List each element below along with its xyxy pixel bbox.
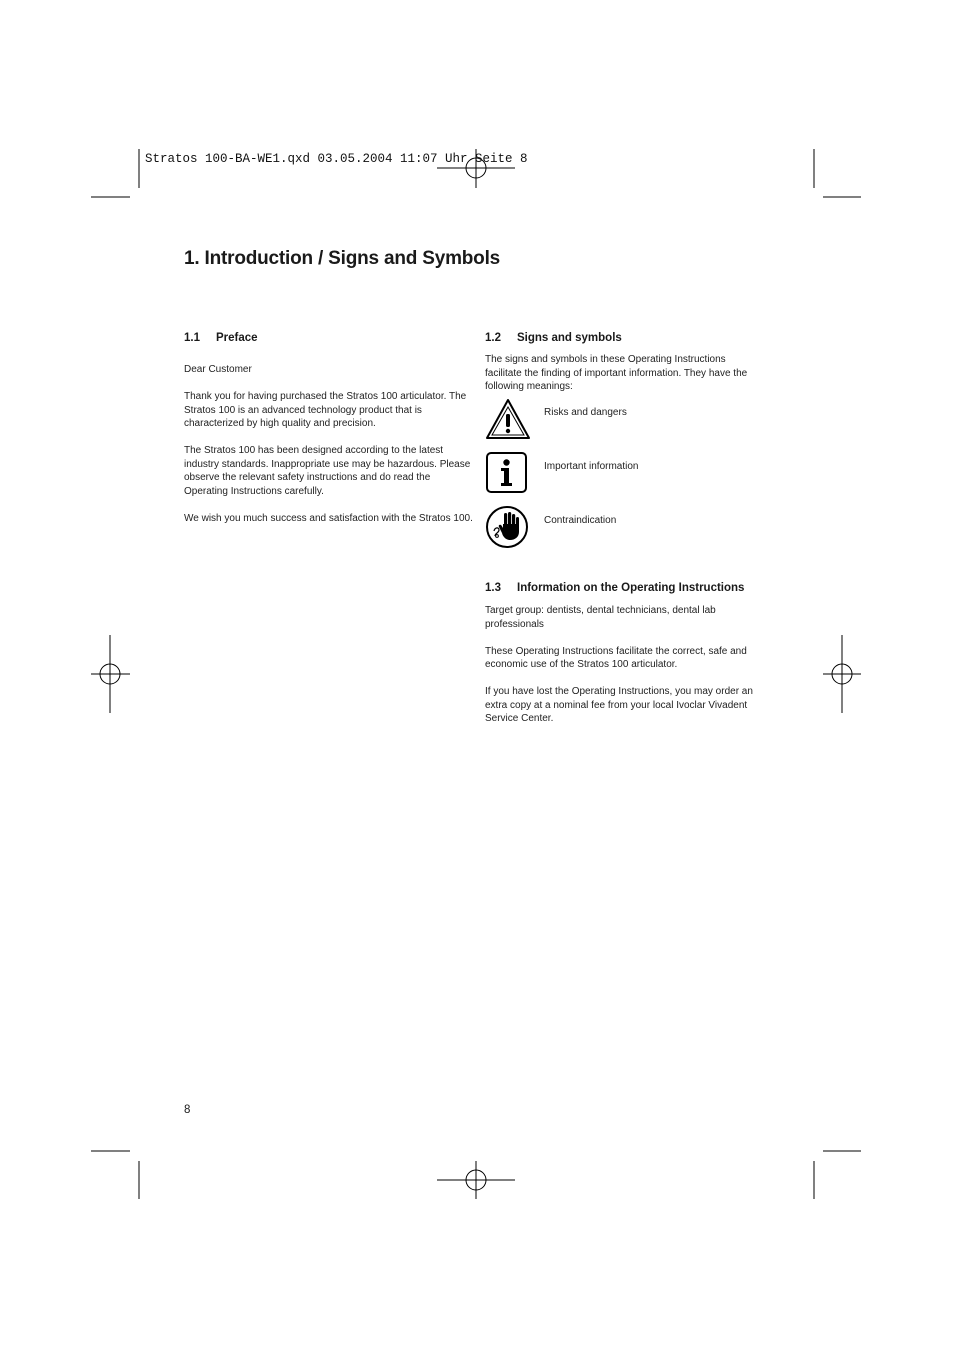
section-number: 1.2 bbox=[485, 332, 501, 344]
paragraph: If you have lost the Operating Instructions, you may order an extra copy at a nominal fee from your local Ivoclar Vivadent Service Center. bbox=[485, 686, 753, 724]
section-title: Signs and symbols bbox=[517, 332, 622, 344]
warning-triangle-icon bbox=[485, 398, 531, 440]
section-heading-preface bbox=[184, 332, 258, 344]
section-title: Information on the Operating Instructions bbox=[517, 582, 745, 594]
section-title: Preface bbox=[216, 332, 258, 344]
symbol-label-risks: Risks and dangers bbox=[544, 407, 627, 418]
print-slug: Stratos 100-BA-WE1.qxd 03.05.2004 11:07 Uhr Seite 8 bbox=[145, 152, 528, 166]
section-number: 1.3 bbox=[485, 582, 501, 594]
page-title: 1. Introduction / Signs and Symbols bbox=[184, 248, 501, 269]
symbol-label-contraindication: Contraindication bbox=[544, 515, 617, 526]
paragraph: Target group: dentists, dental technicians, dental lab professionals bbox=[485, 605, 716, 630]
section-number: 1.1 bbox=[184, 332, 200, 344]
section-heading-info bbox=[485, 582, 744, 594]
paragraph: The Stratos 100 has been designed according to the latest industry standards. Inappropriate use may be hazardous. Please observe the relevant safety instructions and do read the Operating Instructions carefully. bbox=[184, 445, 471, 497]
paragraph: These Operating Instructions facilitate the correct, safe and economic use of the Stratos 100 articulator. bbox=[485, 645, 747, 670]
signs-intro: The signs and symbols in these Operating Instructions facilitate the finding of important information. They have the following meanings: bbox=[485, 354, 748, 392]
preface-text bbox=[184, 363, 474, 539]
page-number: 8 bbox=[184, 1104, 191, 1116]
paragraph: Dear Customer bbox=[184, 364, 252, 375]
paragraph: We wish you much success and satisfaction with the Stratos 100. bbox=[184, 512, 473, 524]
symbol-label-information: Important information bbox=[544, 461, 639, 472]
info-text bbox=[485, 604, 770, 739]
info-icon bbox=[486, 452, 528, 494]
section-heading-signs bbox=[485, 332, 622, 344]
paragraph: Thank you for having purchased the Stratos 100 articulator. The Stratos 100 is an advanced technology product that is characterized by high quality and precision. bbox=[184, 391, 467, 429]
hand-stop-icon bbox=[485, 505, 529, 549]
